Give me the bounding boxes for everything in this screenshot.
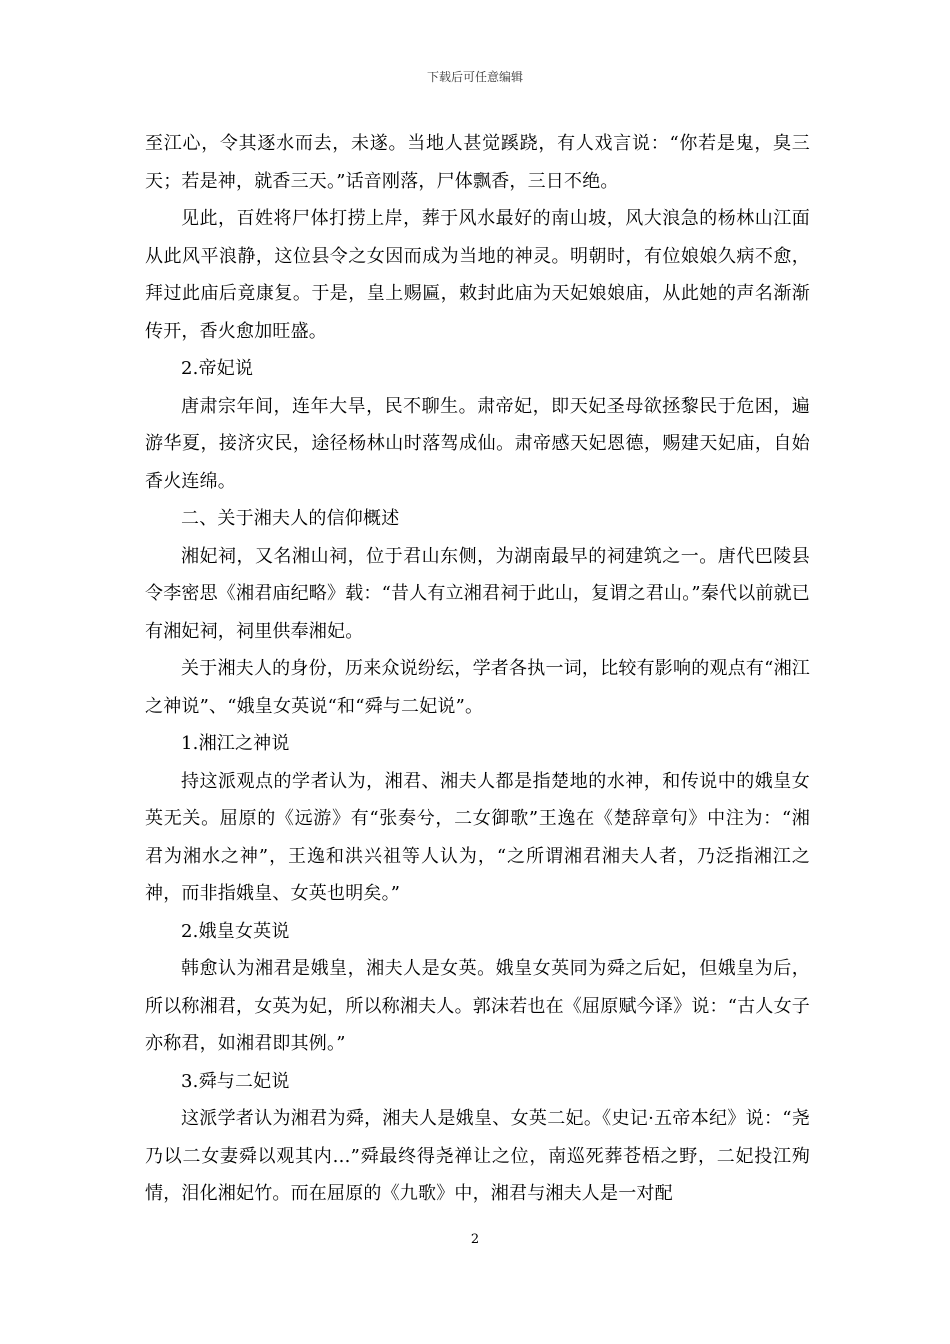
paragraph: 这派学者认为湘君为舜，湘夫人是娥皇、女英二妃。《史记·五帝本纪》说：“尧乃以二女妻舜以观其内…”舜最终得尧禅让之位，南巡死葬苍梧之野，二妃投江殉情，泪化湘妃竹。而在屈原的《九歌》中，湘君与湘夫人是一对配: [145, 1108, 810, 1204]
document-body: [145, 125, 810, 1213]
section-heading: 1.湘江之神说: [181, 733, 290, 754]
paragraph: 关于湘夫人的身份，历来众说纷纭，学者各执一词，比较有影响的观点有“湘江之神说”、“娥皇女英说“和“舜与二妃说”。: [145, 658, 810, 717]
paragraph: 持这派观点的学者认为，湘君、湘夫人都是指楚地的水神，和传说中的娥皇女英无关。屈原的《远游》有“张奏兮，二女御歌”王逸在《楚辞章句》中注为：“湘君为湘水之神”，王逸和洪兴祖等人认为，“之所谓湘君湘夫人者，乃泛指湘江之神，而非指娥皇、女英也明矣。”: [145, 770, 810, 904]
section-heading: 2.娥皇女英说: [181, 920, 290, 942]
paragraph: 见此，百姓将尸体打捞上岸，葬于风水最好的南山坡，风大浪急的杨林山江面从此风平浪静，这位县令之女因而成为当地的神灵。明朝时，有位娘娘久病不愈，拜过此庙后竟康复。于是，皇上赐匾，敕封此庙为天妃娘娘庙，从此她的声名渐渐传开，香火愈加旺盛。: [145, 208, 810, 342]
paragraph: 韩愈认为湘君是娥皇，湘夫人是女英。娥皇女英同为舜之后妃，但娥皇为后，所以称湘君，女英为妃，所以称湘夫人。郭沫若也在《屈原赋今译》说：“古人女子亦称君，如湘君即其例。”: [145, 958, 810, 1054]
paragraph: 湘妃祠，又名湘山祠，位于君山东侧，为湖南最早的祠建筑之一。唐代巴陵县令李密思《湘君庙纪略》载：“昔人有立湘君祠于此山，复谓之君山。”秦代以前就已有湘妃祠，祠里供奉湘妃。: [145, 545, 811, 642]
paragraph: 至江心，令其逐水而去，未遂。当地人甚觉蹊跷，有人戏言说：“你若是鬼，臭三天；若是神，就香三天。”话音刚落，尸体飘香，三日不绝。: [145, 133, 810, 192]
page-header: 下载后可任意编辑: [426, 70, 523, 84]
section-heading: 二、关于湘夫人的信仰概述: [181, 508, 400, 529]
section-heading: 3.舜与二妃说: [181, 1070, 290, 1092]
page-number: 2: [470, 1232, 480, 1247]
section-heading: 2.帝妃说: [181, 358, 254, 379]
paragraph: 唐肃宗年间，连年大旱，民不聊生。肃帝妃，即天妃圣母欲拯黎民于危困，遍游华夏，接济灾民，途径杨林山时落驾成仙。肃帝感天妃恩德，赐建天妃庙，自始香火连绵。: [145, 395, 810, 492]
